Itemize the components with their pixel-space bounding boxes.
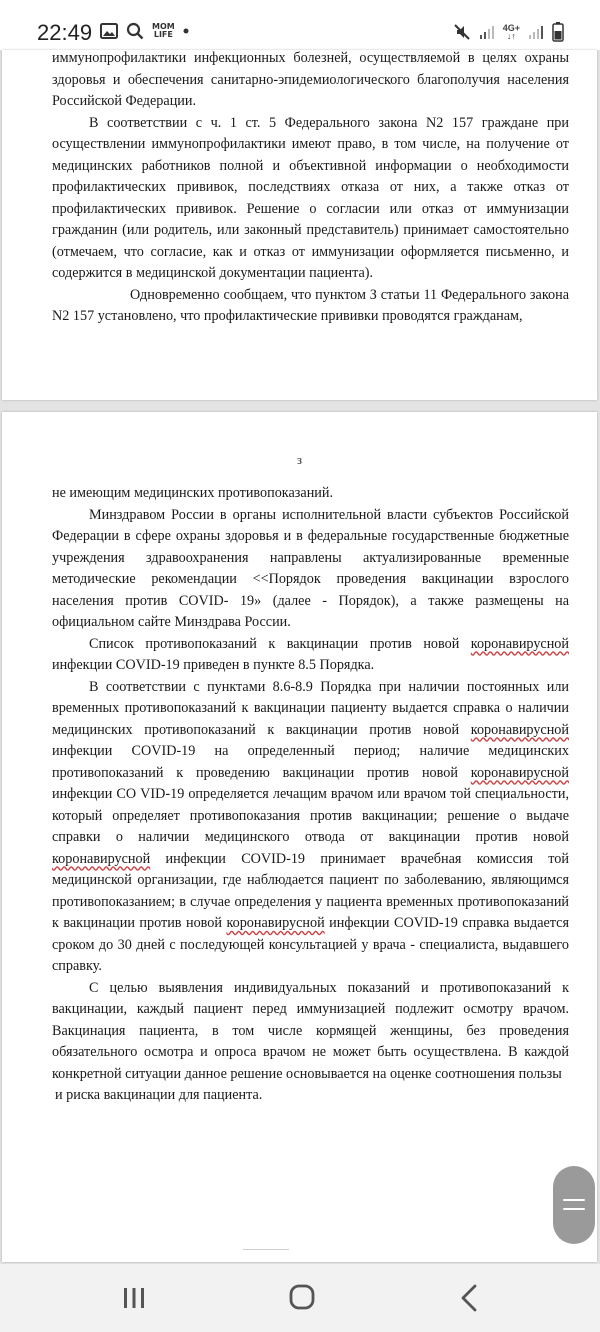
status-time: 22:49 bbox=[37, 20, 93, 45]
home-icon[interactable] bbox=[282, 1282, 322, 1314]
spellcheck-word: коронавирусной bbox=[470, 764, 569, 781]
paragraph: В соответствии с ч. 1 ст. 5 Федерального закона N2 157 граждане при осуществлении иммунопрофилактики имеют право, в том числе, на получение от медицинских работников полной и объективной информации о необходимости профилактических прививок, последствиях отказа от них, а также отказ от профилактических прививок. Решение о согласии или отказ от иммунизации гражданин (или родитель, или законный представитель) принимает самостоятельно (отмечаем, что согласие, как и отказ от иммунизации оформляется письменно, и содержится в медицинской документации пациента). bbox=[52, 114, 569, 281]
search-icon bbox=[126, 22, 144, 40]
page-divider bbox=[243, 1249, 289, 1250]
page-text bbox=[52, 483, 569, 1107]
scroll-handle-line bbox=[563, 1208, 585, 1210]
fast-scroll-handle[interactable] bbox=[553, 1166, 595, 1244]
page-text bbox=[52, 48, 569, 328]
paragraph: С целью выявления индивидуальных показаний и противопоказаний к вакцинации, каждый пациент перед иммунизацией подлежит осмотру врачом. Вакцинация пациента, в том числе кормящей женщины, без проведения обязательного осмотра и опроса врачом не может быть осуществлена. В каждой конкретной ситуации данное решение основывается на оценке соотношения пользы bbox=[52, 979, 569, 1082]
mom-life-line2: LIFE bbox=[153, 30, 173, 39]
recent-apps-icon[interactable] bbox=[114, 1282, 154, 1314]
document-page-2[interactable] bbox=[2, 50, 597, 400]
status-bar bbox=[0, 0, 600, 50]
spellcheck-word: коронавирусной bbox=[470, 635, 569, 652]
mom-life-line1: MOM bbox=[152, 22, 175, 31]
signal-sim1-icon bbox=[479, 24, 495, 40]
spellcheck-word: коронавирусной bbox=[52, 850, 151, 867]
notification-icons bbox=[100, 22, 189, 40]
paragraph: не имеющим медицинских противопоказаний. bbox=[52, 485, 334, 501]
paragraph: и риска вакцинации для пациента. bbox=[55, 1087, 263, 1103]
battery-icon bbox=[552, 22, 564, 42]
back-icon[interactable] bbox=[450, 1282, 490, 1314]
spellcheck-word: коронавирусной bbox=[470, 721, 569, 738]
network-activity-arrows: ↓↑ bbox=[506, 31, 516, 41]
scroll-handle-line bbox=[563, 1199, 585, 1201]
signal-sim2-icon bbox=[528, 24, 544, 40]
navigation-bar bbox=[0, 1264, 600, 1332]
system-icons bbox=[453, 22, 564, 42]
more-notifications-dot-icon bbox=[183, 28, 189, 34]
paragraph: В соответствии с пунктами 8.6-8.9 Порядка при наличии постоянных или временных противопоказаний к вакцинации пациенту выдается справка о наличии медицинских противопоказаний к вакцинации против новой коронавирусной инфекции COVID-19 на определенный период; наличие медицинских противопоказаний к проведению вакцинации против новой коронавирусной инфекции СО VID-19 определяется лечащим врачом или врачом той специальности, который определяет противопоказания против вакцинации; решение о выдаче справки о наличии медицинского отвода от вакцинации против новой коронавирусной инфекции COVID-19 принимает врачебная комиссия той медицинской организации, где наблюдается пациент по заболеванию, являющимся противопоказанием; в случае определения у пациента временных противопоказаний к вакцинации против новой коронавирусной инфекции COVID-19 справка выдается сроком до 30 дней с последующей консультацией у врача - специалиста, выдавшего справку. bbox=[52, 678, 569, 974]
network-type-label: 4G+ bbox=[502, 23, 520, 33]
gallery-icon bbox=[100, 23, 118, 39]
paragraph: Список противопоказаний к вакцинации против новой коронавирусной инфекции COVID-19 приведен в пункте 8.5 Порядка. bbox=[52, 635, 569, 673]
document-page-3[interactable] bbox=[2, 412, 597, 1262]
spellcheck-word: коронавирусной bbox=[226, 915, 325, 931]
paragraph: иммунопрофилактики инфекционных болезней, осуществляемой в целях охраны здоровья и обеспечения санитарно-эпидемиологического благополучия населения Российской Федерации. bbox=[52, 50, 569, 109]
page-number: з bbox=[296, 452, 303, 467]
paragraph: Одновременно сообщаем, что пунктом З статьи 11 Федерального закона N2 157 установлено, что профилактические прививки проводятся гражданам, bbox=[52, 286, 569, 324]
mute-icon bbox=[453, 23, 471, 41]
mom-life-app-icon bbox=[152, 23, 175, 39]
network-type-indicator bbox=[503, 24, 520, 40]
paragraph: Минздравом России в органы исполнительной власти субъектов Российской Федерации в сфере охраны здоровья и в федеральные государственные бюджетные учреждения здравоохранения направлены актуализированные временные методические рекомендации <<Порядок проведения вакцинации взрослого населения против COVID- 19» (далее - Порядок), а также размещены на официальном сайте Минздрава России. bbox=[52, 506, 569, 630]
